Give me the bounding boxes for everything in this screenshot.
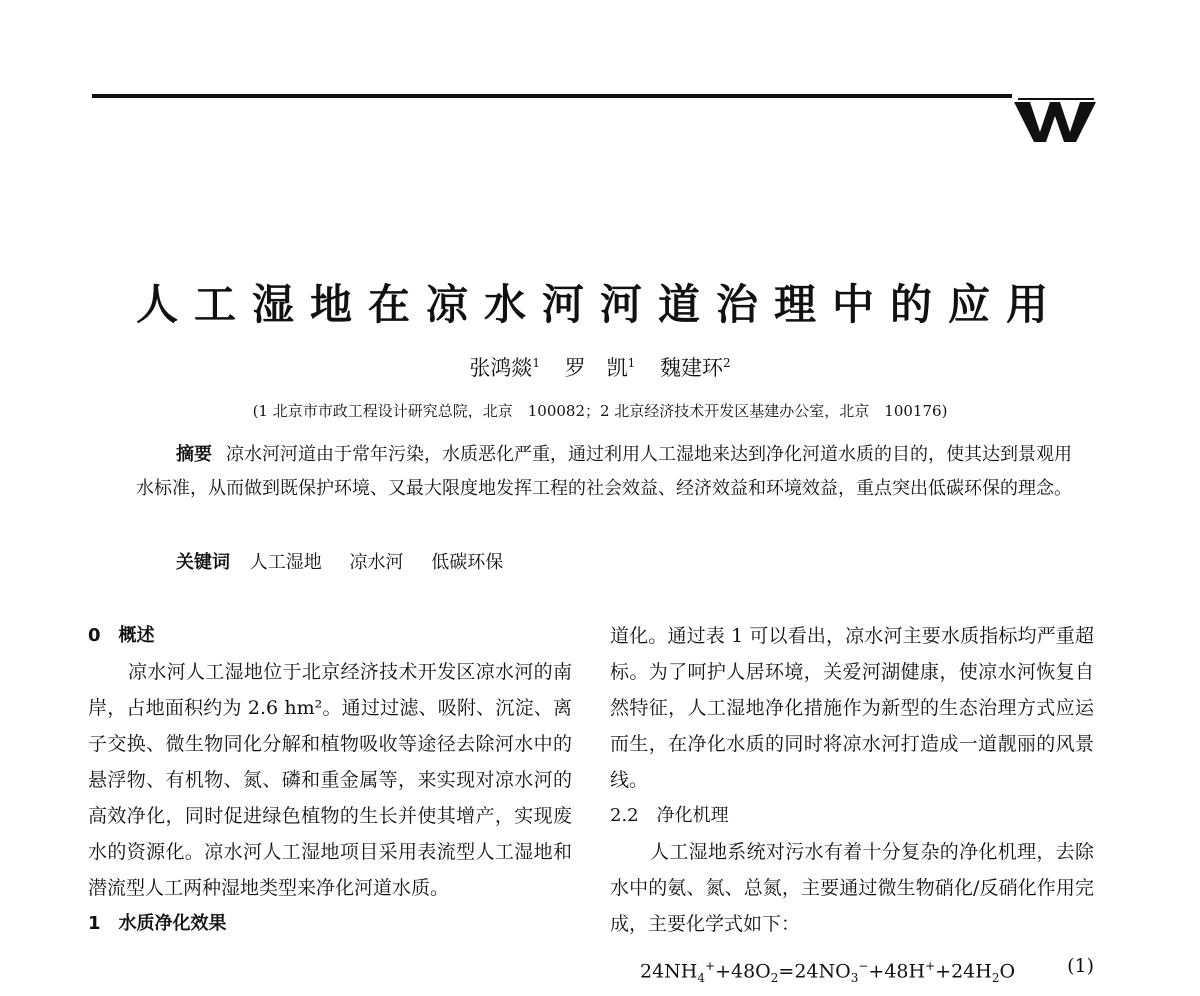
abstract-text: 凉水河河道由于常年污染，水质恶化严重，通过利用人工湿地来达到净化河道水质的目的，使其达到景观用水标准，从而做到既保护环境、又最大限度地发挥工程的社会效益、经济效益和环境效益，重点突出低碳环保的理念。 <box>136 444 1072 499</box>
header-rule <box>92 94 1012 98</box>
keywords <box>176 548 525 574</box>
keyword: 人工湿地 <box>249 552 322 573</box>
body-paragraph: 道化。通过表 1 可以看出，凉水河主要水质指标均严重超标。为了呵护人居环境，关爱河湖健康，使凉水河恢复自然特征，人工湿地净化措施作为新型的生态治理方式应运而生，在净化水质的同时将凉水河打造成一道靓丽的风景线。 <box>610 625 1094 791</box>
body-paragraph: 凉水河人工湿地位于北京经济技术开发区凉水河的南岸，占地面积约为 2.6 hm²。通过过滤、吸附、沉淀、离子交换、微生物同化分解和植物吸收等途径去除河水中的悬浮物、有机物、氮、磷和重金属等，来实现对凉水河的高效净化，同时促进绿色植物的生长并使其增产，实现废水的资源化。凉水河人工湿地项目采用表流型人工湿地和潜流型人工两种湿地类型来净化河道水质。 <box>88 661 572 899</box>
journal-logo-icon <box>1010 98 1100 144</box>
affiliation: (1 北京市市政工程设计研究总院，北京 100082；2 北京经济技术开发区基建办公室，北京 100176) <box>252 402 948 420</box>
subsection-heading: 2.2 净化机理 <box>610 805 729 826</box>
keyword: 凉水河 <box>349 552 404 573</box>
paper-title: 人工湿地在凉水河河道治理中的应用 <box>135 280 1064 329</box>
abstract-label: 摘要 <box>176 444 212 465</box>
equation-number: (1) <box>1067 955 1094 977</box>
section-heading: 0 概述 <box>88 625 155 646</box>
right-column <box>610 618 1094 996</box>
chemical-equation: $24NH_4^++48O_2=24NO_3^-+48H^++24H_2O$ (1) <box>640 948 1094 996</box>
author: 罗 凯$^1$ <box>564 356 636 380</box>
author: 魏建环$^2$ <box>660 356 731 380</box>
body-paragraph: 人工湿地系统对污水有着十分复杂的净化机理，去除水中的氨、氮、总氮，主要通过微生物硝化/反硝化作用完成，主要化学式如下： <box>610 841 1094 935</box>
keyword: 低碳环保 <box>431 552 504 573</box>
section-heading: 1 水质净化效果 <box>88 913 227 934</box>
author: 张鸿燚$^1$ <box>469 356 540 380</box>
keywords-label: 关键词 <box>176 552 230 573</box>
author-list <box>0 352 1200 382</box>
abstract <box>136 438 1072 506</box>
left-column <box>88 618 572 942</box>
